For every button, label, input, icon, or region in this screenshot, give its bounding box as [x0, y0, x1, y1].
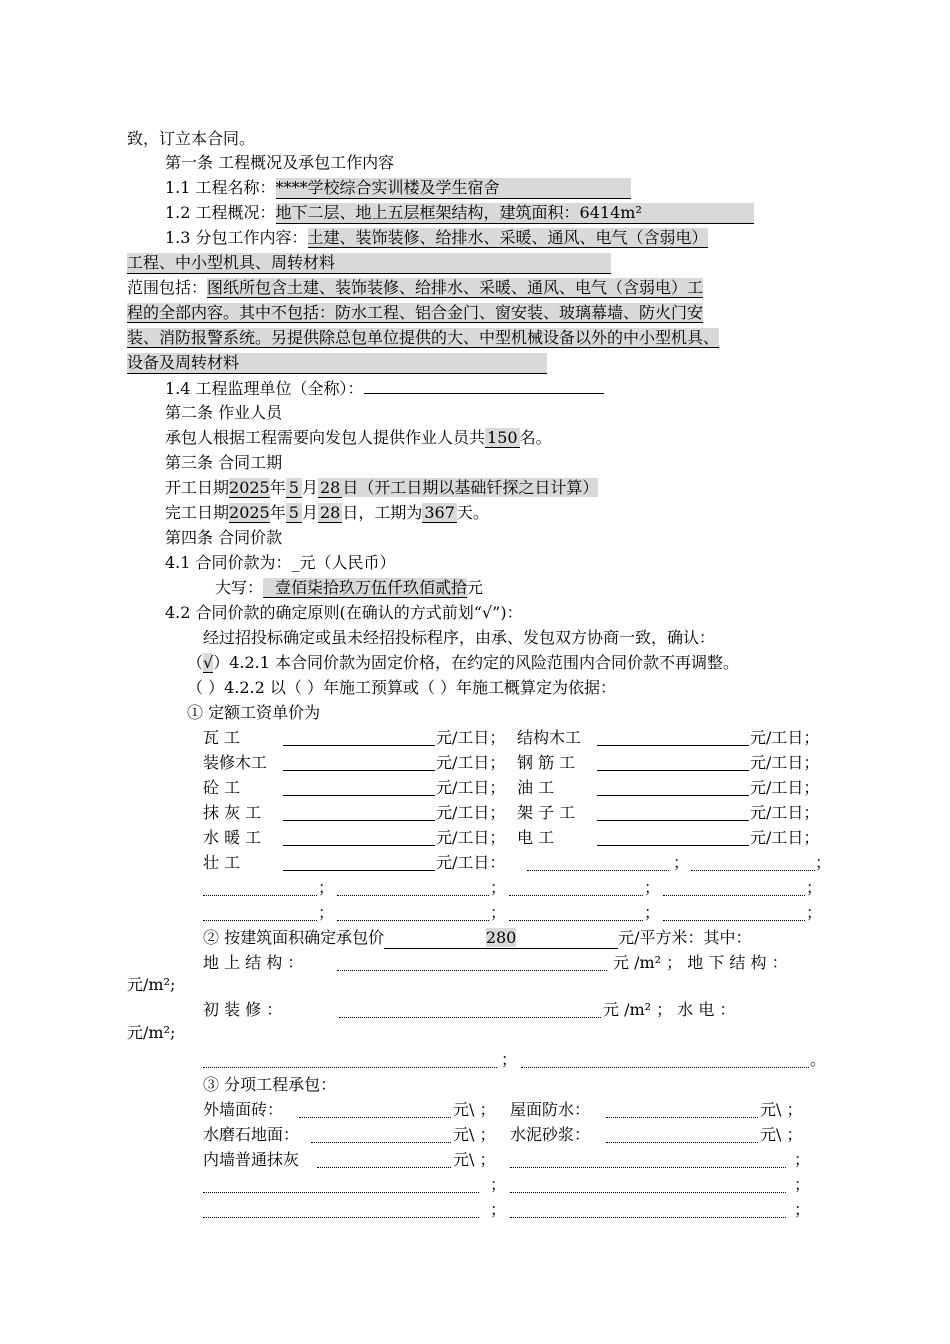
area-price-unit: 元/平方米：其中：	[618, 928, 752, 947]
above-blank[interactable]	[337, 955, 607, 971]
subitem-terrazzo	[203, 1125, 496, 1145]
area-price-field	[384, 928, 618, 949]
range-value-line1: 图纸所包含土建、装饰装修、给排水、采暖、通风、电气（含弱电）工	[207, 278, 704, 297]
wage-unit: 元/工日；	[436, 778, 506, 797]
start-date-label: 开工日期	[165, 478, 230, 497]
wage-label: 壮 工	[203, 853, 241, 872]
wage-right-3	[517, 803, 820, 823]
scope-row	[165, 228, 708, 250]
supervisor-label: 1.4 工程监理单位（全称）：	[165, 379, 364, 398]
subitem-blank[interactable]	[203, 1177, 479, 1193]
decoration-row	[203, 1000, 736, 1020]
overview-label: 1.2 工程概况：	[165, 203, 276, 222]
extra-blank[interactable]	[337, 905, 489, 921]
option1-check[interactable]: √	[203, 653, 214, 672]
project-name-row	[165, 178, 631, 200]
subitem-blank-row-2	[203, 1200, 823, 1222]
daxie-value: 壹佰柒拾玖万伍仟玖佰贰拾	[263, 578, 467, 598]
extra-blank[interactable]	[691, 855, 815, 871]
overview-row	[165, 203, 754, 225]
semicolon: ；	[794, 1200, 811, 1219]
end-day: 28	[319, 503, 341, 522]
range-row-1	[127, 278, 703, 300]
wage-left-5	[203, 853, 506, 873]
range-label: 范围包括：	[127, 278, 208, 297]
workers-count: 150	[487, 428, 518, 447]
subitem-unit: 元\ ；	[760, 1125, 803, 1144]
semicolon: ；	[490, 878, 507, 897]
above-unit-wrap: 元/m²;	[127, 975, 176, 994]
wage-blank[interactable]	[283, 755, 435, 771]
subitem-blank-row-1	[203, 1175, 823, 1197]
subitem-roof-waterproof	[510, 1100, 803, 1120]
semicolon: ；	[318, 878, 335, 897]
subitem-blank[interactable]	[606, 1102, 758, 1118]
wage-left-1	[203, 753, 506, 773]
wage-left-0	[203, 728, 506, 748]
workers-text: 承包人根据工程需要向发包人提供作业人员共	[165, 428, 486, 447]
subitem-blank[interactable]	[510, 1177, 786, 1193]
wage-blank[interactable]	[283, 855, 435, 871]
subitem-label: 屋面防水：	[510, 1100, 591, 1119]
option1-row	[187, 653, 739, 675]
blank-row-2	[203, 903, 823, 925]
wage-blank[interactable]	[283, 830, 435, 846]
wage-label: 钢 筋 工	[517, 753, 576, 772]
start-note: 日（开工日期以基础钎探之日计算）	[342, 478, 599, 497]
daxie-row	[215, 578, 483, 600]
extra-blank[interactable]	[203, 905, 317, 921]
overview-value: 地下二层、地上五层框架结构，建筑面积：6414m²	[276, 203, 754, 224]
wage-left-4	[203, 828, 506, 848]
consult-line: 经过招投标确定或虽未经招投标程序，由承、发包双方协商一致，确认：	[203, 628, 716, 647]
option1-text: ）4.2.1 本合同价款为固定价格，在约定的风险范围内合同价款不再调整。	[213, 653, 740, 672]
area-heading: ② 按建筑面积确定承包价	[203, 928, 385, 947]
semicolon: ；	[501, 1050, 518, 1069]
duration-unit: 天。	[456, 503, 489, 522]
subitem-heading: ③ 分项工程承包：	[203, 1075, 337, 1094]
scope-label: 1.3 分包工作内容：	[165, 228, 308, 247]
article3-heading: 第三条 合同工期	[165, 453, 283, 472]
scope-row-2	[127, 253, 611, 275]
subitem-unit: 元\ ；	[453, 1125, 496, 1144]
article2-heading: 第二条 作业人员	[165, 403, 283, 422]
extra-blank[interactable]	[527, 855, 669, 871]
extra-blank[interactable]	[509, 905, 643, 921]
start-year-unit: 年	[269, 478, 286, 497]
semicolon: ；	[644, 878, 661, 897]
subitem-interior-plaster	[203, 1150, 496, 1170]
subitem-blank[interactable]	[311, 1127, 451, 1143]
article1-heading: 第一条 工程概况及承包工作内容	[165, 153, 395, 172]
subitem-blank[interactable]	[606, 1127, 758, 1143]
wage-label: 砼 工	[203, 778, 241, 797]
semicolon: ；	[318, 903, 335, 922]
workers-unit: 名。	[519, 428, 552, 447]
blank-row-1	[203, 878, 823, 900]
intro-line: 致，订立本合同。	[127, 129, 256, 148]
range-row-4	[127, 353, 547, 375]
subitem-blank[interactable]	[299, 1102, 451, 1118]
area-price-row	[203, 928, 752, 950]
article4-heading: 第四条 合同价款	[165, 528, 283, 547]
range-value-line2: 程的全部内容。其中不包括：防水工程、铝合金门、窗安装、玻璃幕墙、防火门安	[127, 303, 704, 322]
price-line: 4.1 合同价款为：_元（人民币）	[165, 553, 396, 572]
extra-area-row	[203, 1050, 827, 1072]
duration-days: 367	[424, 503, 455, 522]
semicolon: ；	[815, 853, 832, 872]
wage-blank[interactable]	[283, 730, 435, 746]
wage-unit: 元/工日；	[750, 728, 820, 747]
extra-blank[interactable]	[521, 1052, 809, 1068]
semicolon: ；	[806, 878, 823, 897]
quota-heading: ① 定额工资单价为	[187, 703, 321, 722]
decoration-unit-wrap: 元/m²;	[127, 1023, 176, 1042]
semicolon: ；	[806, 903, 823, 922]
wage-unit: 元/工日；	[750, 803, 820, 822]
end-year: 2025	[229, 503, 270, 522]
wage-blank[interactable]	[597, 755, 749, 771]
scope-value-line1: 土建、装饰装修、给排水、采暖、通风、电气（含弱电）	[307, 228, 708, 247]
semicolon: ；	[490, 1200, 507, 1219]
extra-blank[interactable]	[663, 880, 805, 896]
subitem-label: 内墙普通抹灰	[203, 1150, 300, 1169]
wage-label: 电 工	[517, 828, 555, 847]
wage-blank[interactable]	[283, 805, 435, 821]
principle-line: 4.2 合同价款的确定原则(在确认的方式前划“√”)：	[165, 603, 523, 622]
wage-right-0	[517, 728, 820, 748]
wage-unit: 元/工日；	[750, 753, 820, 772]
wage-left-2	[203, 778, 506, 798]
semicolon: ；	[794, 1175, 811, 1194]
project-name-label: 1.1 工程名称：	[165, 178, 276, 197]
range-row-2	[127, 303, 703, 325]
above-unit: 元 /m² ； 地 下 结 构 ：	[613, 953, 788, 972]
wage-label: 抹 灰 工	[203, 803, 262, 822]
extra-blank[interactable]	[663, 905, 805, 921]
decoration-label: 初 装 修 ：	[203, 1000, 283, 1019]
subitem-extra-a	[510, 1150, 810, 1172]
wage-label: 装修木工	[203, 753, 268, 772]
wage-unit: 元/工日；	[436, 753, 506, 772]
end-month: 5	[286, 503, 302, 523]
wage-blank[interactable]	[597, 780, 749, 796]
above-structure-row	[203, 953, 788, 973]
wage-unit: 元/工日；	[436, 828, 506, 847]
subitem-blank[interactable]	[317, 1152, 451, 1168]
wage-unit: 元/工日；	[750, 828, 820, 847]
end-date-row	[165, 503, 489, 525]
semicolon: ；	[644, 903, 661, 922]
wage-unit: 元/工日；	[436, 803, 506, 822]
semicolon: ；	[490, 903, 507, 922]
end-date-label: 完工日期	[165, 503, 230, 522]
wage-unit: 元/工日；	[750, 778, 820, 797]
wage-unit: 元/工日；	[436, 728, 506, 747]
supervisor-blank[interactable]	[364, 378, 604, 394]
wage-unit: 元/工日：	[436, 853, 506, 872]
extra-blank[interactable]	[203, 880, 317, 896]
decoration-unit: 元 /m² ； 水 电 ：	[603, 1000, 736, 1019]
subitem-unit: 元\ ；	[760, 1100, 803, 1119]
extra-blank[interactable]	[203, 1052, 497, 1068]
subitem-label: 外墙面砖：	[203, 1100, 284, 1119]
range-value-line4: 设备及周转材料	[127, 353, 547, 374]
wage-blank[interactable]	[597, 730, 749, 746]
semicolon: ；	[490, 1175, 507, 1194]
subitem-blank[interactable]	[510, 1152, 786, 1168]
subitem-unit: 元\ ；	[453, 1100, 496, 1119]
subitem-cement-mortar	[510, 1125, 803, 1145]
end-month-unit: 月	[301, 503, 318, 522]
extra-blank[interactable]	[337, 880, 489, 896]
wage-blank[interactable]	[597, 830, 749, 846]
subitem-blank[interactable]	[203, 1202, 479, 1218]
range-row-3	[127, 328, 719, 350]
semicolon: ；	[673, 853, 690, 872]
option1-open: （	[187, 653, 204, 672]
subitem-label: 水泥砂浆：	[510, 1125, 591, 1144]
wage-blank[interactable]	[283, 780, 435, 796]
subitem-blank[interactable]	[510, 1202, 786, 1218]
period: 。	[810, 1050, 827, 1069]
wage-right-1	[517, 753, 820, 773]
start-month: 5	[286, 478, 302, 498]
wage-blank[interactable]	[597, 805, 749, 821]
wage-left-3	[203, 803, 506, 823]
scope-value-line2: 工程、中小型机具、周转材料	[127, 253, 611, 274]
duration-text: 日，工期为	[342, 503, 423, 522]
extra-blank[interactable]	[509, 880, 643, 896]
range-value-line3: 装、消防报警系统。另提供除总包单位提供的大、中型机械设备以外的中小型机具、	[127, 328, 720, 347]
subitem-unit: 元\ ；	[453, 1150, 496, 1169]
project-name-value: ****学校综合实训楼及学生宿舍	[276, 178, 631, 199]
start-day: 28	[319, 478, 341, 497]
semicolon: ；	[794, 1150, 811, 1169]
wage-label: 架 子 工	[517, 803, 576, 822]
option2-row: （ ）4.2.2 以（ ）年施工预算或（ ）年施工概算定为依据：	[187, 678, 617, 697]
daxie-unit: 元	[467, 578, 484, 597]
workers-row	[165, 428, 552, 450]
decoration-blank[interactable]	[339, 1002, 601, 1018]
wage-right-4	[517, 828, 820, 848]
above-label: 地 上 结 构 ：	[203, 953, 304, 972]
daxie-label: 大写：	[215, 578, 264, 597]
end-year-unit: 年	[269, 503, 286, 522]
supervisor-row	[165, 378, 604, 400]
start-date-row	[165, 478, 598, 500]
area-price-value: 280	[485, 928, 517, 947]
start-year: 2025	[229, 478, 270, 497]
subitem-exterior-tile	[203, 1100, 496, 1120]
wage-label: 油 工	[517, 778, 555, 797]
wage-label: 结构木工	[517, 728, 582, 747]
wage-label: 水 暖 工	[203, 828, 262, 847]
start-month-unit: 月	[301, 478, 318, 497]
subitem-label: 水磨石地面：	[203, 1125, 300, 1144]
wage-right-2	[517, 778, 820, 798]
wage-label: 瓦 工	[203, 728, 241, 747]
